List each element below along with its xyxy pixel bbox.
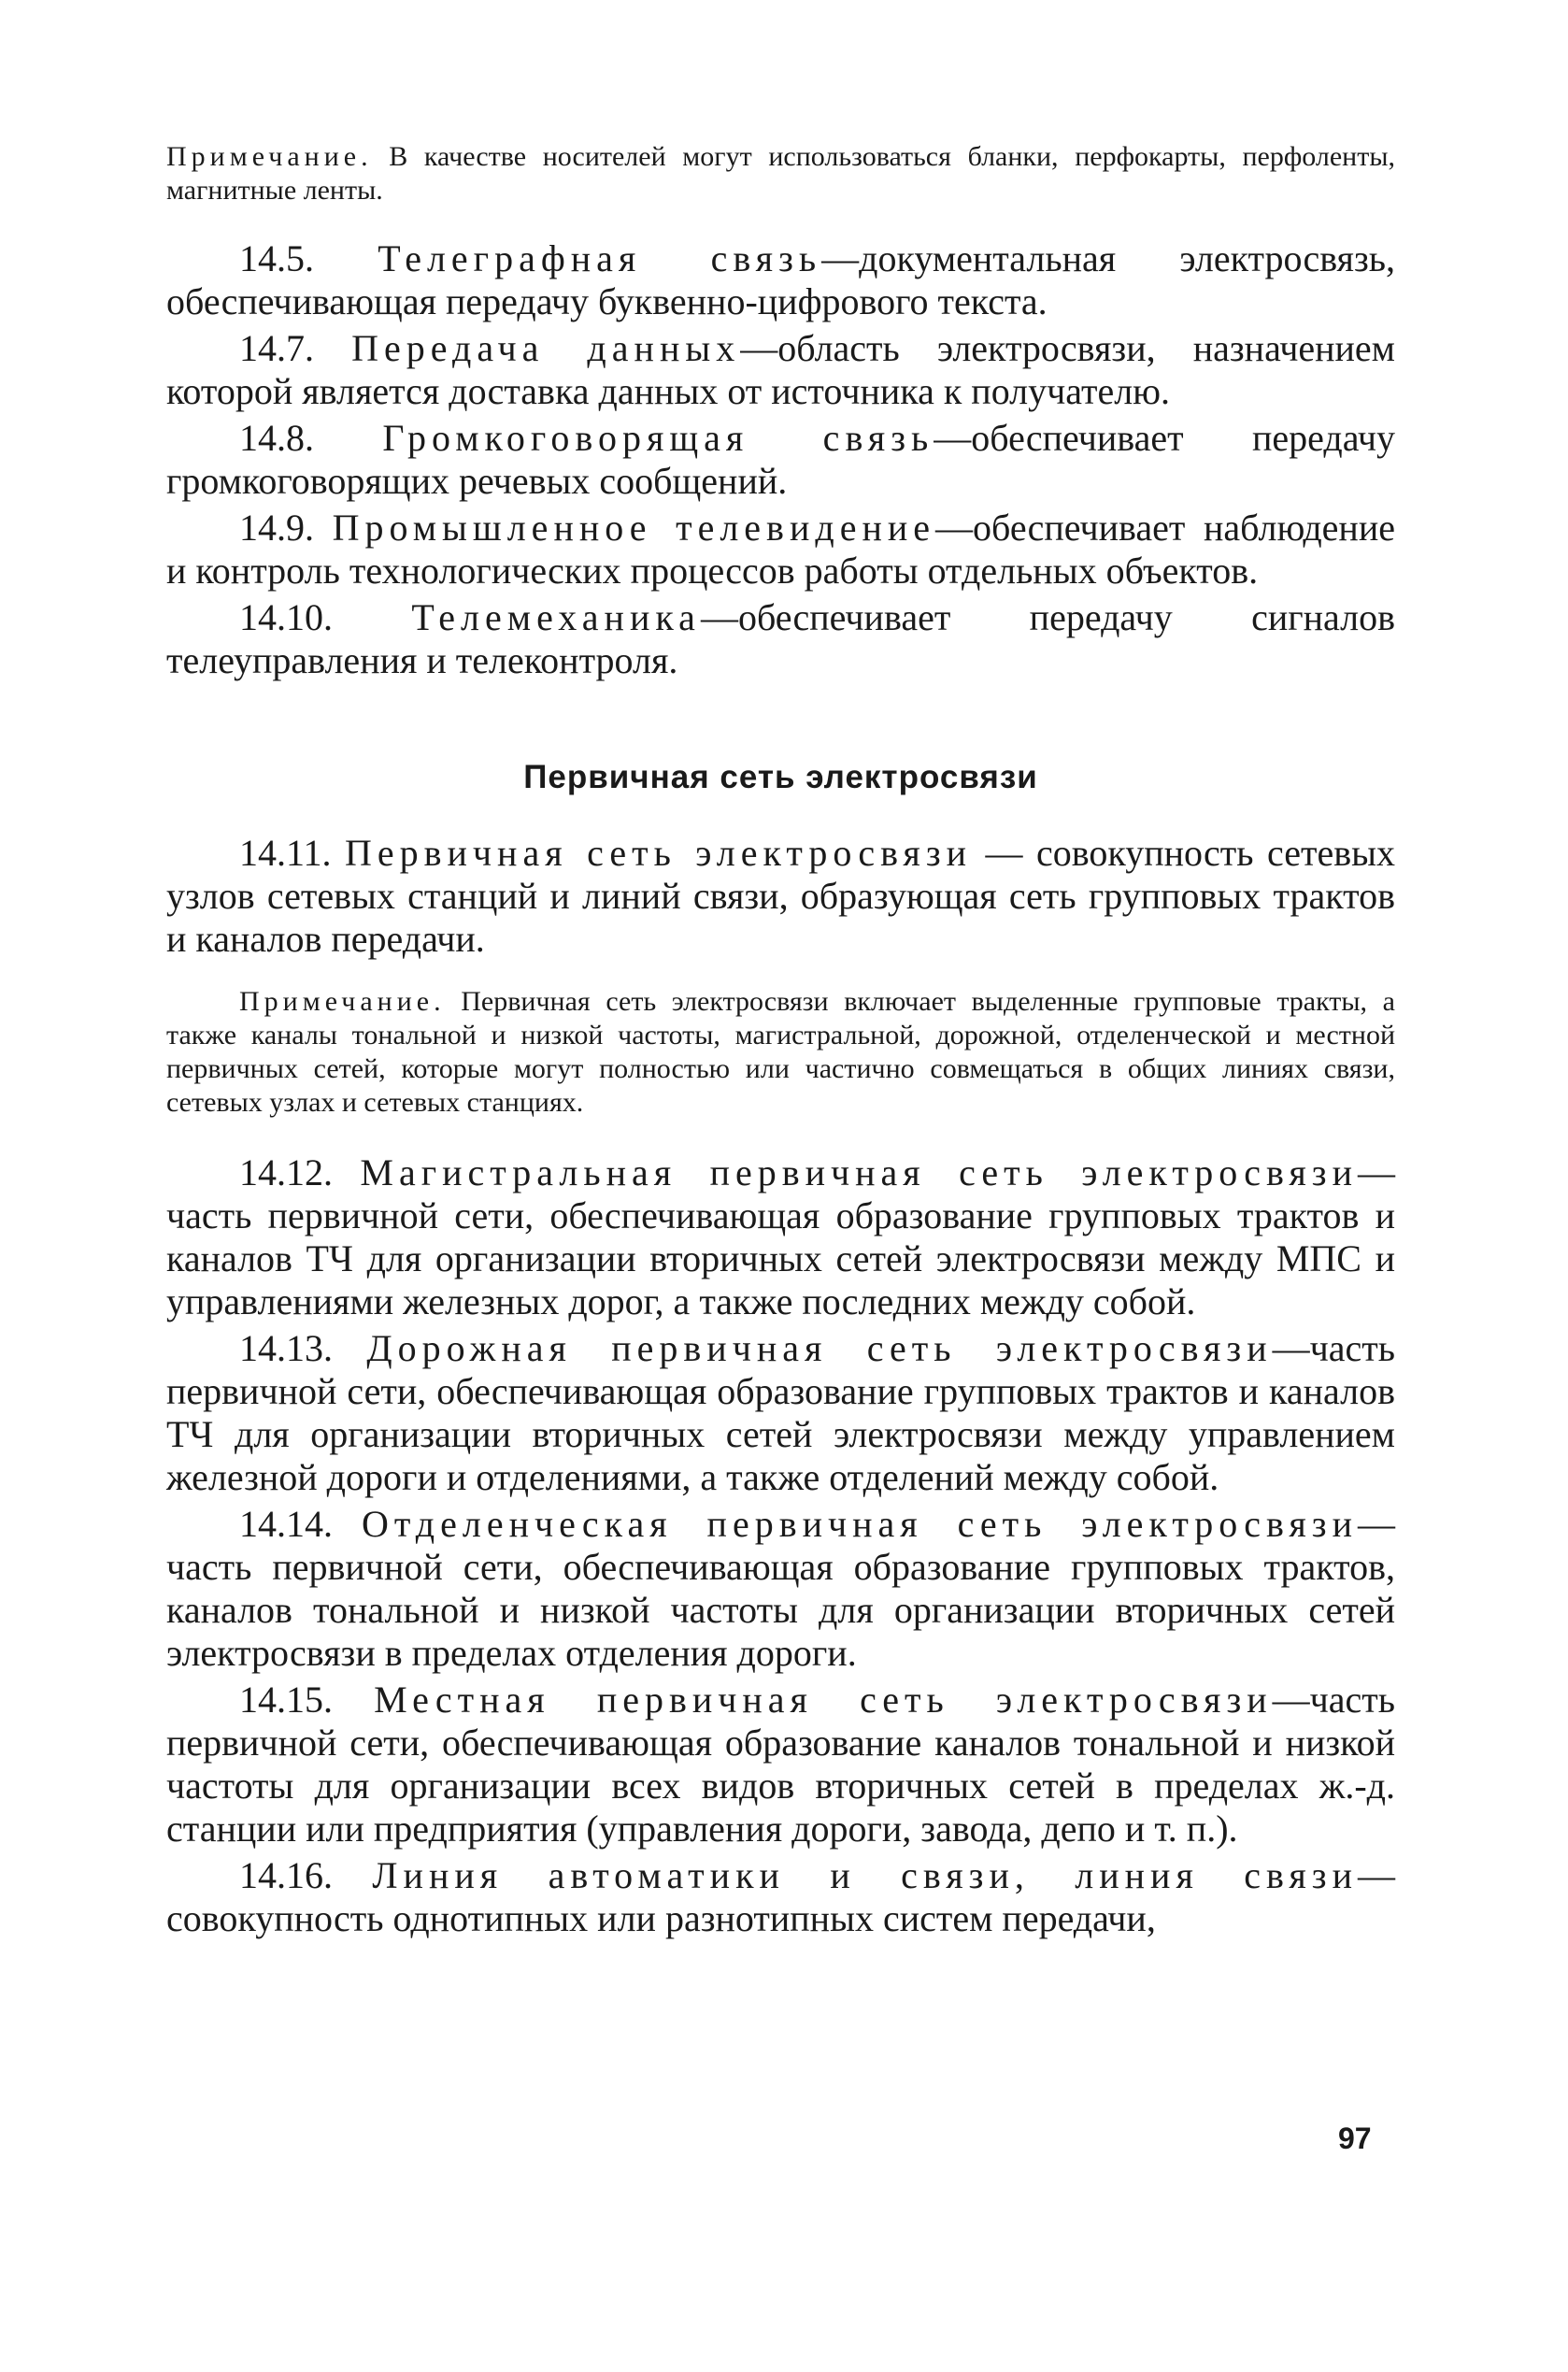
note-text: В качестве носителей могут использоваться бланки, перфокарты, перфоленты, магнитные ленты. — [166, 141, 1395, 206]
paragraph-14-5 — [166, 237, 1395, 323]
paragraph-14-11 — [166, 832, 1395, 961]
note-label: Примечание. — [239, 986, 446, 1017]
term: Телеграфная связь — [378, 237, 822, 279]
term: Отделенческая первичная сеть электросвязи — [361, 1503, 1359, 1545]
term: Передача данных — [351, 327, 741, 369]
paragraph-14-9 — [166, 507, 1395, 593]
paragraph-number: 14.7. — [239, 327, 314, 369]
definition: —обеспечивает передачу сигналов телеуправления и телеконтроля. — [166, 596, 1396, 681]
term: Промышленное телевидение — [332, 507, 936, 549]
section-heading: Первичная сеть электросвязи — [523, 759, 1038, 795]
paragraph-14-15 — [166, 1679, 1395, 1850]
paragraph-number: 14.10. — [239, 596, 333, 638]
page-number: 97 — [1338, 2122, 1372, 2155]
definition: —часть первичной сети, обеспечивающая образование каналов тональной и низкой частоты для организации всех видов вторичных сетей в пределах ж.-д. станции или предприятия (управления дороги, завода, депо и т. п.). — [166, 1679, 1396, 1850]
term: Магистральная первичная сеть электросвязи — [360, 1151, 1358, 1193]
note-label: Примечание. — [166, 141, 373, 172]
paragraph-14-14 — [166, 1503, 1395, 1675]
paragraph-number: 14.11. — [239, 832, 332, 874]
note-top — [166, 140, 1395, 207]
definition: —часть первичной сети, обеспечивающая образование групповых трактов и каналов ТЧ для организации вторичных сетей электросвязи между МПС и управлениями железных дорог, а также последних между собой. — [166, 1151, 1395, 1322]
term: Местная первичная сеть электросвязи — [374, 1679, 1273, 1721]
term: Телемеханика — [411, 596, 701, 638]
paragraph-number: 14.12. — [239, 1151, 333, 1193]
definition: — совокупность сетевых узлов сетевых станций и линий связи, образующая сеть групповых трактов и каналов передачи. — [166, 832, 1396, 960]
paragraph-number: 14.9. — [239, 507, 314, 549]
definition: —часть первичной сети, обеспечивающая образование групповых трактов и каналов ТЧ для организации вторичных сетей электросвязи между управлением железной дороги и отделениями, а также отделений между собой. — [166, 1327, 1395, 1498]
term: Линия автоматики и связи, линия связи — [372, 1854, 1358, 1896]
term: Громкоговорящая связь — [382, 417, 934, 459]
term: Дорожная первичная сеть электросвязи — [366, 1327, 1273, 1369]
definition: —обеспечивает передачу громкоговорящих речевых сообщений. — [166, 417, 1395, 502]
paragraph-number: 14.14. — [239, 1503, 333, 1545]
definition: —документальная электросвязь, обеспечивающая передачу буквенно-цифрового текста. — [166, 237, 1396, 322]
term: Первичная сеть электросвязи — [345, 832, 973, 874]
paragraph-14-12 — [166, 1151, 1395, 1323]
definition: —обеспечивает наблюдение и контроль технологических процессов работы отдельных объектов. — [166, 507, 1395, 592]
paragraph-number: 14.16. — [239, 1854, 333, 1896]
paragraph-number: 14.8. — [239, 417, 314, 459]
paragraph-14-7 — [166, 327, 1395, 413]
paragraph-14-13 — [166, 1327, 1395, 1499]
paragraph-14-8 — [166, 417, 1395, 503]
definition: —совокупность однотипных или разнотипных систем передачи, — [166, 1854, 1395, 1939]
paragraph-number: 14.5. — [239, 237, 314, 279]
note-mid — [166, 985, 1395, 1120]
definition: —область электросвязи, назначением которой является доставка данных от источника к получателю. — [166, 327, 1395, 412]
paragraph-14-16 — [166, 1854, 1395, 1940]
paragraph-number: 14.13. — [239, 1327, 333, 1369]
note-text: Первичная сеть электросвязи включает выделенные групповые тракты, а также каналы тональной и низкой частоты, магистральной, дорожной, отделенческой и местной первичных сетей, которые могут полностью или частично совмещаться в общих линиях связи, сетевых узлах и сетевых станциях. — [166, 986, 1395, 1118]
paragraph-number: 14.15. — [239, 1679, 333, 1721]
definition: —часть первичной сети, обеспечивающая образование групповых трактов, каналов тональной и низкой частоты для организации вторичных сетей электросвязи в пределах отделения дороги. — [166, 1503, 1396, 1674]
page-body — [166, 140, 1395, 1944]
paragraph-14-10 — [166, 596, 1395, 682]
